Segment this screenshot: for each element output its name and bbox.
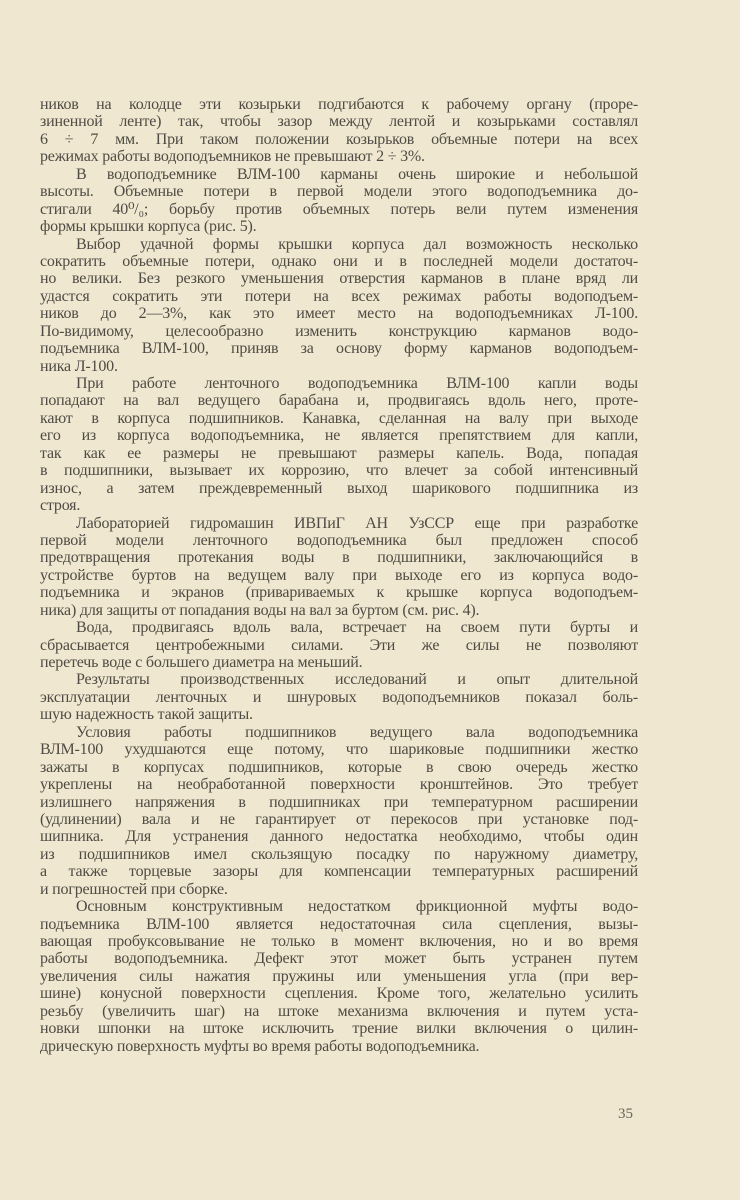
- text-line: формы крышки корпуса (рис. 5).: [40, 218, 257, 236]
- text-line: но велики. Без резкого уменьшения отверстия карманов в плане вряд ли: [40, 270, 638, 288]
- text-line: высоты. Объемные потери в первой модели этого водоподъемника до-: [40, 183, 638, 201]
- text-line: так как ее размеры не превышают размеры капель. Вода, попадая: [40, 444, 638, 462]
- page-number: 35: [618, 1106, 633, 1122]
- text-line: работы водоподъемника. Дефект этот может быть устранен путем: [40, 950, 638, 968]
- text-line: попадают на вал ведущего барабана и, продвигаясь вдоль него, проте-: [40, 392, 638, 410]
- text-line: резьбу (увеличить шаг) на штоке механизма включения и путем уста-: [40, 1002, 638, 1020]
- text-line: Условия работы подшипников ведущего вала водоподъемника: [76, 723, 638, 741]
- text-line: кают в корпуса подшипников. Канавка, сделанная на валу при выходе: [40, 409, 638, 427]
- text-line: строя.: [40, 497, 81, 515]
- text-line: режимах работы водоподъемников не превышают 2 ÷ 3%.: [40, 148, 425, 166]
- paragraph: [40, 166, 638, 236]
- text-line: и погрешностей при сборке.: [40, 880, 228, 898]
- text-line: ников на колодце эти козырьки подгибаются к рабочему органу (проре-: [40, 96, 638, 113]
- text-line: (удлинении) вала и не гарантирует от перекосов при установке под-: [40, 810, 638, 828]
- text-line: шине) конусной поверхности сцепления. Кроме того, желательно усилить: [40, 985, 638, 1003]
- text-line: укреплены на необработанной поверхности кронштейнов. Это требует: [40, 776, 638, 794]
- text-line: в подшипники, вызывает их коррозию, что влечет за собой интенсивный: [40, 462, 638, 480]
- text-line: Вода, продвигаясь вдоль вала, встречает на своем пути бурты и: [76, 619, 638, 637]
- paragraph: [40, 898, 638, 1055]
- paragraph: [40, 96, 638, 166]
- text-line: ВЛМ-100 ухудшаются еще потому, что шариковые подшипники жестко: [40, 741, 638, 759]
- text-line: шипника. Для устранения данного недостатка необходимо, чтобы один: [40, 828, 638, 846]
- text-line: подъемника ВЛМ-100 является недостаточная сила сцепления, вызы-: [40, 915, 638, 933]
- text-line: ников до 2—3%, как это имеет место на водоподъемниках Л-100.: [40, 305, 638, 323]
- text-line: эксплуатации ленточных и шнуровых водоподъемников показал боль-: [40, 688, 638, 706]
- text-line: износ, а затем преждевременный выход шарикового подшипника из: [40, 479, 638, 497]
- text-line: стигали 40⁰/₀; борьбу против объемных потерь вели путем изменения: [40, 200, 638, 218]
- paragraph: [40, 724, 638, 898]
- text-line: ника Л-100.: [40, 357, 118, 375]
- body-text: [40, 96, 638, 1055]
- text-line: новки шпонки на штоке исключить трение вилки включения о цилин-: [40, 1020, 638, 1038]
- text-line: подъемника и экранов (привариваемых к крышке корпуса водоподъем-: [40, 584, 638, 602]
- paragraph: [40, 671, 638, 723]
- text-line: При работе ленточного водоподъемника ВЛМ-100 капли воды: [76, 375, 638, 392]
- text-line: удастся сократить эти потери на всех режимах работы водоподъем-: [40, 287, 638, 305]
- text-line: Основным конструктивным недостатком фрикционной муфты водо-: [76, 898, 638, 916]
- text-line: его из корпуса водоподъемника, не является препятствием для капли,: [40, 427, 638, 445]
- text-line: зиненной ленте) так, чтобы зазор между лентой и козырьками составлял: [40, 113, 638, 131]
- text-line: По-видимому, целесообразно изменить конструкцию карманов водо-: [40, 322, 638, 340]
- text-line: шую надежность такой защиты.: [40, 706, 253, 724]
- paragraph: [40, 515, 638, 620]
- text-line: первой модели ленточного водоподъемника был предложен способ: [40, 531, 638, 549]
- text-line: перетечь воде с большего диаметра на меньший.: [40, 654, 363, 671]
- text-line: сбрасывается центробежными силами. Эти же силы не позволяют: [40, 636, 638, 654]
- text-line: Результаты производственных исследований и опыт длительной: [76, 671, 638, 689]
- text-line: зажаты в корпусах подшипников, которые в свою очередь жестко: [40, 758, 638, 776]
- text-line: сократить объемные потери, однако они и в последней модели достаточ-: [40, 252, 638, 270]
- text-line: 6 ÷ 7 мм. При таком положении козырьков объемные потери на всех: [40, 130, 638, 148]
- text-line: увеличения силы нажатия пружины или уменьшения угла (при вер-: [40, 967, 638, 985]
- text-line: дрическую поверхность муфты во время работы водоподъемника.: [40, 1037, 480, 1055]
- text-line: из подшипников имел скользящую посадку по наружному диаметру,: [40, 845, 638, 863]
- text-line: ника) для защиты от попадания воды на вал за буртом (см. рис. 4).: [40, 601, 480, 619]
- text-line: вающая пробуксовывание не только в момент включения, но и во время: [40, 933, 638, 950]
- text-line: В водоподъемнике ВЛМ-100 карманы очень широкие и небольшой: [76, 165, 638, 183]
- paragraph: [40, 619, 638, 671]
- paragraph: [40, 236, 638, 376]
- text-line: излишнего напряжения в подшипниках при температурном расширении: [40, 793, 638, 811]
- text-line: Выбор удачной формы крышки корпуса дал возможность несколько: [76, 235, 638, 253]
- text-line: а также торцевые зазоры для компенсации температурных расширений: [40, 863, 638, 881]
- paragraph: [40, 375, 638, 515]
- text-line: устройстве буртов на ведущем валу при выходе его из корпуса водо-: [40, 566, 638, 584]
- text-line: Лабораторией гидромашин ИВПиГ АН УзССР еще при разработке: [76, 514, 638, 532]
- text-line: подъемника ВЛМ-100, приняв за основу форму карманов водоподъем-: [40, 340, 638, 358]
- text-line: предотвращения протекания воды в подшипники, заключающийся в: [40, 549, 638, 567]
